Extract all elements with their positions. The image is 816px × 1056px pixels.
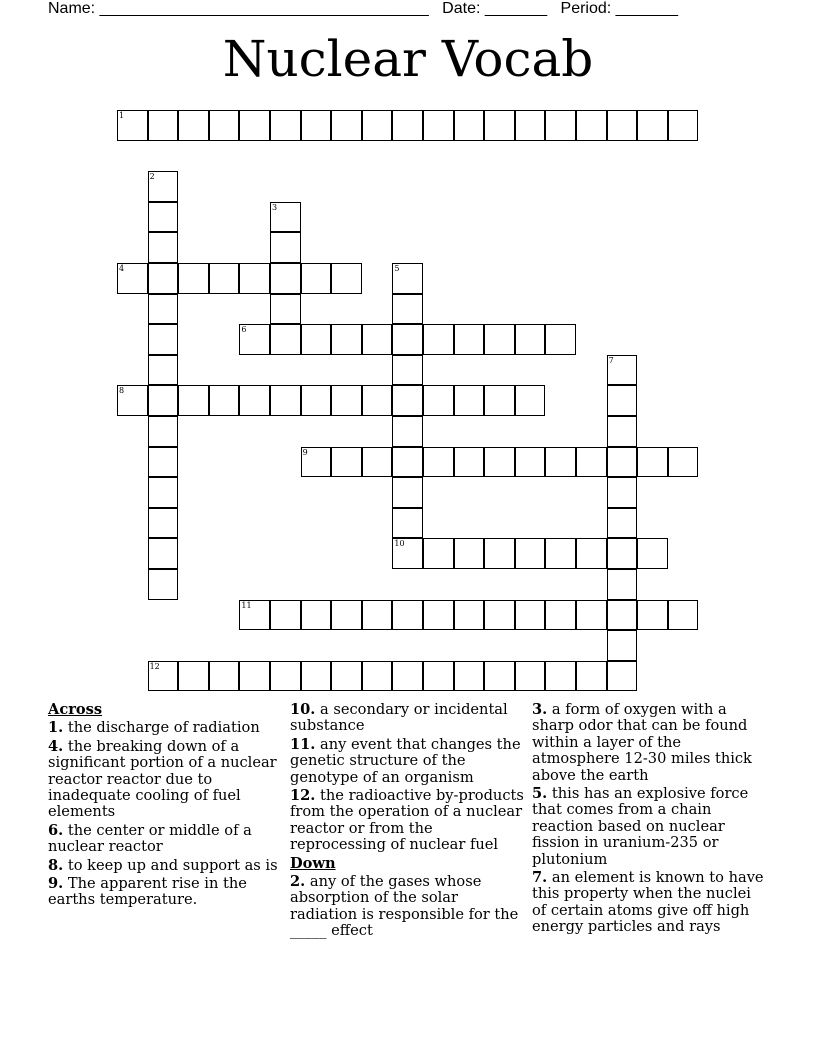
grid-cell[interactable] [178,263,209,294]
grid-cell[interactable] [148,263,179,294]
grid-cell[interactable] [270,110,301,141]
grid-cell[interactable] [270,294,301,325]
cell-number: 9 [302,447,308,457]
grid-cell[interactable] [392,110,423,141]
grid-cell[interactable] [454,600,485,631]
grid-cell[interactable] [545,324,576,355]
grid-cell[interactable] [239,324,270,355]
clue-across-9 [48,876,280,909]
grid-cell[interactable] [270,324,301,355]
grid-cell[interactable] [301,661,332,692]
grid-cell[interactable] [515,538,546,569]
clue-number: 11. [290,735,316,753]
clue-across-12 [290,788,524,854]
grid-cell[interactable] [148,171,179,202]
clue-number: 10. [290,701,316,718]
grid-cell[interactable] [392,477,423,508]
grid-cell[interactable] [148,508,179,539]
clue-text: the radioactive by-products from the operation of a nuclear reactor or from the reprocessing of nuclear fuel [290,787,524,854]
grid-cell[interactable] [392,538,423,569]
clue-down-7 [532,870,766,936]
date-label: Date: [442,0,481,17]
clue-across-4 [48,739,280,821]
grid-cell[interactable] [423,324,454,355]
clue-text: the center or middle of a nuclear reactor [48,821,252,856]
grid-cell[interactable] [362,110,393,141]
grid-cell[interactable] [270,202,301,233]
grid-cell[interactable] [637,538,668,569]
grid-cell[interactable] [484,600,515,631]
grid-cell[interactable] [301,385,332,416]
grid-cell[interactable] [270,385,301,416]
grid-cell[interactable] [607,416,638,447]
down-heading: Down [290,854,336,872]
grid-cell[interactable] [362,385,393,416]
grid-cell[interactable] [484,447,515,478]
grid-cell[interactable] [148,385,179,416]
grid-cell[interactable] [239,263,270,294]
cell-number: 12 [149,661,160,671]
clue-number: 6. [48,821,64,839]
grid-cell[interactable] [454,447,485,478]
clue-down-2 [290,874,524,940]
clue-text: The apparent rise in the earths temperature. [48,875,247,909]
grid-cell[interactable] [423,538,454,569]
grid-cell[interactable] [637,447,668,478]
grid-cell[interactable] [301,263,332,294]
grid-cell[interactable] [178,385,209,416]
grid-cell[interactable] [331,263,362,294]
grid-cell[interactable] [515,661,546,692]
grid-cell[interactable] [301,110,332,141]
grid-cell[interactable] [392,263,423,294]
clue-across-8 [48,858,280,874]
clue-number: 7. [532,869,548,887]
grid-cell[interactable] [607,508,638,539]
grid-cell[interactable] [576,110,607,141]
grid-cell[interactable] [148,324,179,355]
cell-number: 5 [394,264,400,273]
clue-down-3 [532,702,766,784]
grid-cell[interactable] [331,110,362,141]
grid-cell[interactable] [423,661,454,692]
grid-cell[interactable] [362,324,393,355]
grid-cell[interactable] [484,661,515,692]
grid-cell[interactable] [209,110,240,141]
cell-number: 8 [119,386,125,396]
grid-cell[interactable] [515,385,546,416]
grid-cell[interactable] [484,324,515,355]
cell-number: 7 [608,355,614,365]
clue-number: 4. [48,737,64,755]
clue-number: 9. [48,875,64,893]
clue-text: this has an explosive force that comes from a chain reaction based on nuclear fission in uranium-235 or plutonium [532,785,749,868]
grid-cell[interactable] [607,447,638,478]
grid-cell[interactable] [392,355,423,386]
grid-cell[interactable] [545,661,576,692]
grid-cell[interactable] [301,600,332,631]
name-label: Name: [48,0,96,17]
grid-cell[interactable] [607,385,638,416]
period-blank[interactable]: _______ [615,0,678,17]
grid-cell[interactable] [545,600,576,631]
grid-cell[interactable] [209,385,240,416]
grid-cell[interactable] [362,447,393,478]
grid-cell[interactable] [239,661,270,692]
grid-cell[interactable] [301,447,332,478]
period-label: Period: [560,0,612,17]
grid-cell[interactable] [668,110,699,141]
grid-cell[interactable] [607,630,638,661]
clue-text: the breaking down of a significant portion of a nuclear reactor reactor due to inadequate cooling of fuel elements [48,737,277,821]
grid-cell[interactable] [209,661,240,692]
grid-cell[interactable] [148,232,179,263]
grid-cell[interactable] [331,600,362,631]
grid-cell[interactable] [331,447,362,478]
date-blank[interactable]: _______ [484,0,548,17]
clue-text: a secondary or incidental substance [290,701,508,735]
clue-across-10 [290,702,524,735]
grid-cell[interactable] [270,600,301,631]
grid-cell[interactable] [484,110,515,141]
grid-cell[interactable] [148,355,179,386]
clue-number: 8. [48,856,64,874]
clues-column-3 [532,702,766,938]
cell-number: 4 [119,264,125,273]
grid-cell[interactable] [148,202,179,233]
grid-cell[interactable] [148,110,179,141]
grid-cell[interactable] [392,385,423,416]
grid-cell[interactable] [148,569,179,600]
clue-across-11 [290,737,524,786]
clue-number: 2. [290,873,306,891]
grid-cell[interactable] [392,324,423,355]
grid-cell[interactable] [331,661,362,692]
grid-cell[interactable] [515,324,546,355]
grid-cell[interactable] [423,600,454,631]
grid-cell[interactable] [392,508,423,539]
grid-cell[interactable] [454,538,485,569]
grid-cell[interactable] [607,110,638,141]
grid-cell[interactable] [454,324,485,355]
grid-cell[interactable] [270,661,301,692]
grid-cell[interactable] [484,385,515,416]
grid-cell[interactable] [392,600,423,631]
clue-text: to keep up and support as is [67,856,278,874]
grid-cell[interactable] [423,385,454,416]
grid-cell[interactable] [148,538,179,569]
grid-cell[interactable] [576,661,607,692]
clues-column-2 [290,702,524,942]
grid-cell[interactable] [148,447,179,478]
grid-cell[interactable] [576,600,607,631]
grid-cell[interactable] [515,447,546,478]
clue-number: 12. [290,787,316,805]
grid-cell[interactable] [423,447,454,478]
grid-cell[interactable] [454,110,485,141]
across-heading: Across [48,701,103,718]
grid-cell[interactable] [178,110,209,141]
clue-number: 3. [532,701,548,718]
cell-number: 1 [119,111,125,120]
grid-cell[interactable] [545,538,576,569]
clue-text: any of the gases whose absorption of the solar radiation is responsible for the _____ effect [290,873,519,940]
grid-cell[interactable] [607,538,638,569]
clue-text: a form of oxygen with a sharp odor that can be found within a layer of the atmosphere 12-30 miles thick above the earth [532,701,752,784]
grid-cell[interactable] [515,600,546,631]
grid-cell[interactable] [454,385,485,416]
grid-cell[interactable] [576,447,607,478]
clue-across-6 [48,823,280,856]
grid-cell[interactable] [148,477,179,508]
grid-cell[interactable] [668,600,699,631]
grid-cell[interactable] [607,569,638,600]
grid-cell[interactable] [668,447,699,478]
grid-cell[interactable] [637,110,668,141]
clue-down-5 [532,786,766,868]
grid-cell[interactable] [331,324,362,355]
cell-number: 11 [241,600,252,610]
grid-cell[interactable] [484,538,515,569]
clue-text: any event that changes the genetic structure of the genotype of an organism [290,735,521,786]
grid-cell[interactable] [392,661,423,692]
grid-cell[interactable] [545,447,576,478]
clue-text: the discharge of radiation [67,719,260,737]
grid-cell[interactable] [239,600,270,631]
grid-cell[interactable] [148,294,179,325]
grid-cell[interactable] [209,263,240,294]
grid-cell[interactable] [607,600,638,631]
grid-cell[interactable] [362,600,393,631]
grid-cell[interactable] [331,385,362,416]
grid-cell[interactable] [515,110,546,141]
clue-across-1 [48,720,280,736]
grid-cell[interactable] [239,385,270,416]
clues-column-1 [48,702,280,911]
clue-text: an element is known to have this property when the nuclei of certain atoms give off high energy particles and rays [532,869,764,936]
cell-number: 10 [394,539,405,549]
name-blank[interactable]: _____________________________________ [99,0,429,17]
grid-cell[interactable] [148,661,179,692]
grid-cell[interactable] [392,416,423,447]
grid-cell[interactable] [607,355,638,386]
grid-cell[interactable] [270,232,301,263]
grid-cell[interactable] [607,661,638,692]
page-title: Nuclear Vocab [222,30,594,88]
clue-number: 5. [532,785,548,803]
cell-number: 6 [241,325,247,335]
grid-cell[interactable] [270,263,301,294]
grid-cell[interactable] [117,263,148,294]
grid-cell[interactable] [637,600,668,631]
grid-cell[interactable] [454,661,485,692]
cell-number: 3 [272,202,278,212]
grid-cell[interactable] [239,110,270,141]
grid-cell[interactable] [117,110,148,141]
grid-cell[interactable] [545,110,576,141]
grid-cell[interactable] [392,447,423,478]
grid-cell[interactable] [178,661,209,692]
grid-cell[interactable] [392,294,423,325]
grid-cell[interactable] [117,385,148,416]
grid-cell[interactable] [423,110,454,141]
grid-cell[interactable] [576,538,607,569]
cell-number: 2 [149,172,155,182]
clue-number: 1. [48,719,64,737]
grid-cell[interactable] [607,477,638,508]
grid-cell[interactable] [148,416,179,447]
grid-cell[interactable] [301,324,332,355]
grid-cell[interactable] [362,661,393,692]
